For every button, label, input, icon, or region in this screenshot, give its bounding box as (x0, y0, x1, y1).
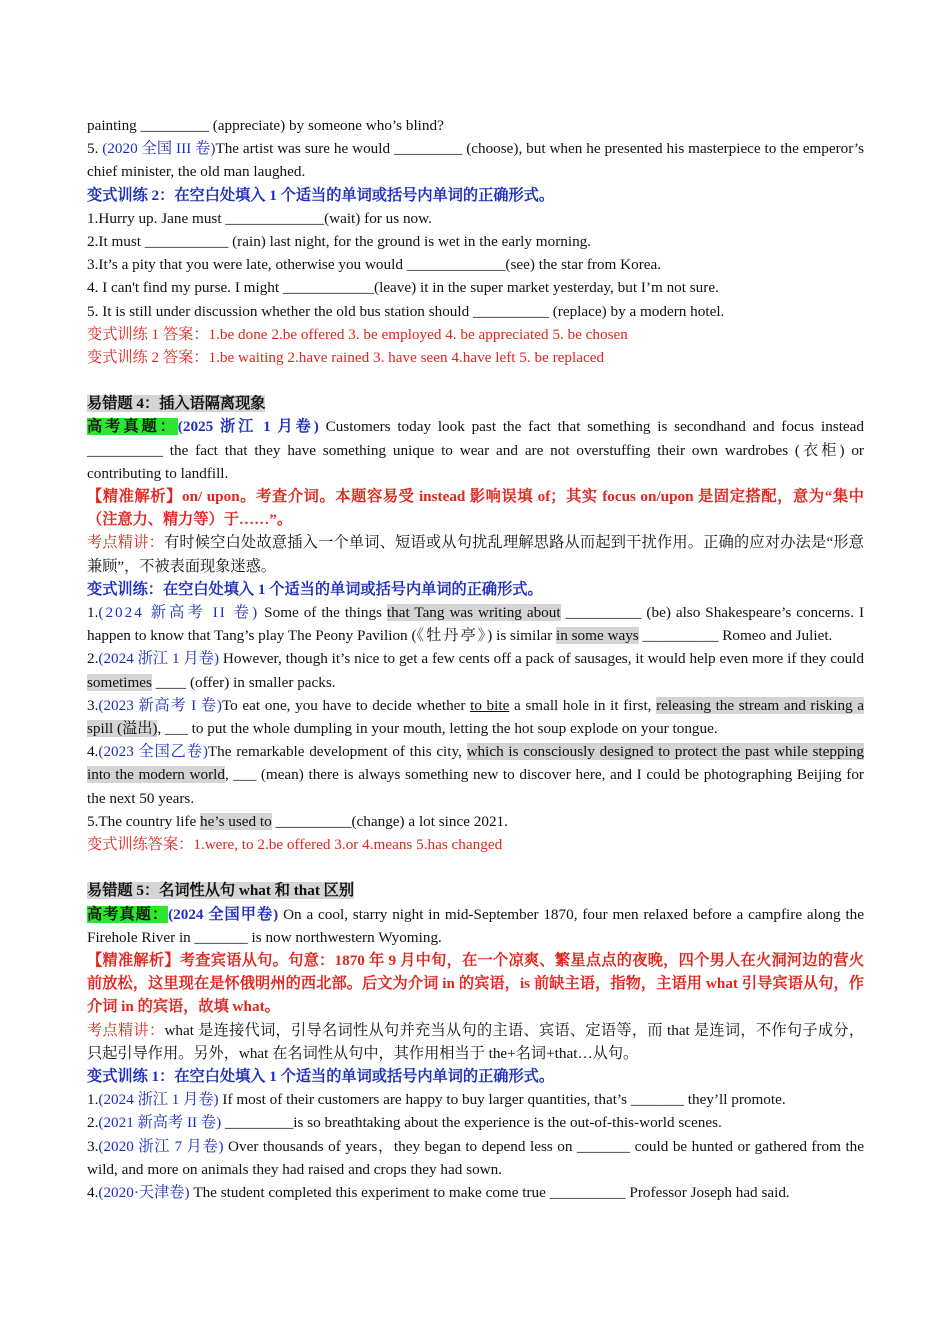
item-text: a small hole in it first, (509, 696, 657, 714)
item-text: However, though it’s nice to get a few cents off a pack of sausages, it would help even more if they could (219, 650, 864, 668)
item-number: 4. (87, 1183, 99, 1201)
item-source: (2021 新高考 II 卷) (98, 1114, 222, 1132)
item-text: __________ Romeo and Juliet. (638, 627, 833, 645)
highlight-phrase: which is consciously designed to protect the past while stepping into the modern world (87, 743, 864, 784)
item-text: , ___ (mean) there is always something new to discover here, and I could be photographing Beijing for the next 50 years. (87, 766, 864, 807)
variant-2-item-4: 4. I can't find my purse. I might ____________(leave) it in the super market yesterday, but I’m not sure. (87, 279, 719, 297)
item-text: __________ (be) also Shakespeare’s concerns. I happen to know that Tang’s play The Peony Pavilion ( (87, 604, 864, 645)
question-source: (2020 全国 III 卷) (102, 140, 216, 158)
s5-item-4 (87, 1181, 864, 1204)
variant-1-answers: 变式训练 1 答案：1.be done 2.be offered 3. be employed 4. be appreciated 5. be chosen (87, 325, 628, 343)
item-source: (2024 浙江 1 月卷) (98, 650, 220, 668)
key-points-5 (87, 1019, 864, 1065)
analysis-5: 【精准解析】考查宾语从句。句意：1870 年 9 月中旬，在一个凉爽、繁星点点的夜晚，四个男人在火洞河边的营火前放松，这里现在是怀俄明州的西北部。后文为介词 in 的宾语，is 前缺主语，指物，主语用 what 引导宾语从句，作介词 in 的宾语，故填 what。 (87, 951, 864, 1016)
s5-item-1 (87, 1088, 864, 1111)
item-source: (2024 新高考 II 卷) (98, 604, 260, 622)
key-points-label: 考点精讲： (87, 1021, 165, 1039)
document-page (87, 114, 864, 1204)
key-points-label: 考点精讲： (87, 534, 165, 552)
item-text: The student completed this experiment to make come true __________ Professor Joseph had said. (189, 1183, 790, 1201)
item-source: (2023 全国乙卷) (98, 743, 208, 761)
question-5 (87, 137, 864, 183)
s4-item-4 (87, 740, 864, 810)
s5-item-3 (87, 1135, 864, 1181)
item-text: Over thousands of years，they began to depend less on _______ could be hunted or gathered from the wild, and more on animals they had raised and crops they had sown. (87, 1137, 865, 1178)
item-number: 1. (87, 1091, 99, 1109)
variant-2-item-3: 3.It’s a pity that you were late, otherwise you would _____________(see) the star from Korea. (87, 256, 662, 274)
gaokao-source: (2024 全国甲卷) (168, 905, 279, 923)
gaokao-text: On a cool, starry night in mid-September 1870, four men relaxed before a campfire along the Firehole River in _______ is now northwestern Wyoming. (87, 905, 865, 946)
analysis-4: 【精准解析】on/ upon。考查介词。本题容易受 instead 影响误填 of；其实 focus on/upon 是固定搭配，意为“集中（注意力、精力等）于……”。 (87, 488, 864, 529)
item-text: ) is similar (487, 627, 557, 645)
highlight-phrase: that Tang was writing about (386, 604, 561, 622)
item-text: ____ (offer) in smaller packs. (151, 673, 336, 691)
variant-title-5: 变式训练 1：在空白处填入 1 个适当的单词或括号内单词的正确形式。 (87, 1067, 555, 1085)
highlight-phrase: releasing the stream and risking a spill (溢出) (87, 696, 865, 738)
item-number: 2. (87, 1114, 99, 1132)
s4-item-3 (87, 694, 864, 740)
item-source: (2020·天津卷) (98, 1183, 190, 1201)
highlight-phrase: he’s used to (200, 812, 272, 830)
highlight-phrase: in some ways (556, 627, 639, 645)
item-number: 2. (87, 650, 99, 668)
item-text: Some of the things (259, 604, 387, 622)
variant-2-item-2: 2.It must ___________ (rain) last night, for the ground is wet in the early morning. (87, 233, 592, 251)
gaokao-question-5 (87, 903, 864, 949)
highlight-phrase: sometimes (87, 673, 152, 691)
section-heading-text: 易错题 4：插入语隔离现象 (87, 395, 266, 413)
item-source: (2024 浙江 1 月卷) (98, 1091, 219, 1109)
s4-item-1 (87, 601, 864, 647)
item-source: (2020 浙江 7 月卷) (98, 1137, 224, 1155)
section-4-heading (87, 392, 864, 415)
question-text: The artist was sure he would _________ (choose), but when he presented his masterpiece to the emperor’s chief minister, the old man laughed. (87, 140, 864, 181)
s4-answers: 变式训练答案：1.were, to 2.be offered 3.or 4.means 5.has changed (87, 836, 503, 854)
key-points-text: 有时候空白处故意插入一个单词、短语或从句扰乱理解思路从而起到干扰作用。正确的应对办法是“形意兼顾”，不被表面现象迷惑。 (87, 534, 864, 575)
item-number: 3. (87, 696, 99, 714)
s5-item-2 (87, 1111, 864, 1134)
item-text: To eat one, you have to decide whether (221, 696, 471, 714)
key-points-4 (87, 531, 864, 577)
item-text: , ___ to put the whole dumpling in your mouth, letting the hot soup explode on your tongue. (157, 720, 718, 738)
s4-item-5 (87, 810, 864, 833)
variant-2-item-1: 1.Hurry up. Jane must _____________(wait) for us now. (87, 209, 432, 227)
item-source: (2023 新高考 I 卷) (98, 696, 222, 714)
item-text: __________(change) a lot since 2021. (271, 812, 508, 830)
gaokao-label: 高考真题： (87, 418, 178, 436)
item-number: 3. (87, 1137, 99, 1155)
item-chinese-title: 《牡丹亭》 (416, 627, 488, 645)
variant-2-answers: 变式训练 2 答案：1.be waiting 2.have rained 3. have seen 4.have left 5. be replaced (87, 349, 605, 367)
item-text: 5.The country life (87, 812, 201, 830)
item-number: 1. (87, 604, 99, 622)
section-5-heading (87, 879, 864, 902)
key-points-text: what 是连接代词，引导名词性从句并充当从句的主语、宾语、定语等，而 that 是连词，不作句子成分，只起引导作用。另外，what 在名词性从句中，其作用相当于 the+名词+that…从句。 (87, 1021, 865, 1062)
gaokao-question-4 (87, 415, 864, 485)
gaokao-label: 高考真题： (87, 905, 169, 923)
gaokao-source: (2025 浙江 1 月卷) (177, 418, 319, 436)
continued-question-line: painting _________ (appreciate) by someone who’s blind? (87, 117, 444, 134)
underlined-phrase: to bite (470, 696, 510, 714)
item-text: _________is so breathtaking about the experience is the out-of-this-world scenes. (221, 1114, 722, 1132)
s4-item-2 (87, 647, 864, 693)
variant-title-4: 变式训练：在空白处填入 1 个适当的单词或括号内单词的正确形式。 (87, 580, 543, 598)
item-text: If most of their customers are happy to buy larger quantities, that’s _______ they’ll promote. (218, 1091, 786, 1109)
section-heading-text: 易错题 5：名词性从句 what 和 that 区别 (87, 882, 355, 900)
item-number: 4. (87, 743, 99, 761)
variant-2-item-5: 5. It is still under discussion whether the old bus station should __________ (replace) by a modern hotel. (87, 302, 725, 320)
gaokao-text: Customers today look past the fact that something is secondhand and focus instead __________ the fact that they have something unique to wear and are not overstuffing their own wardrobes (衣柜) or contributing to landfill. (87, 418, 864, 482)
item-text: The remarkable development of this city, (207, 743, 467, 761)
variant-2-title: 变式训练 2：在空白处填入 1 个适当的单词或括号内单词的正确形式。 (87, 186, 555, 204)
question-number: 5. (87, 140, 103, 158)
